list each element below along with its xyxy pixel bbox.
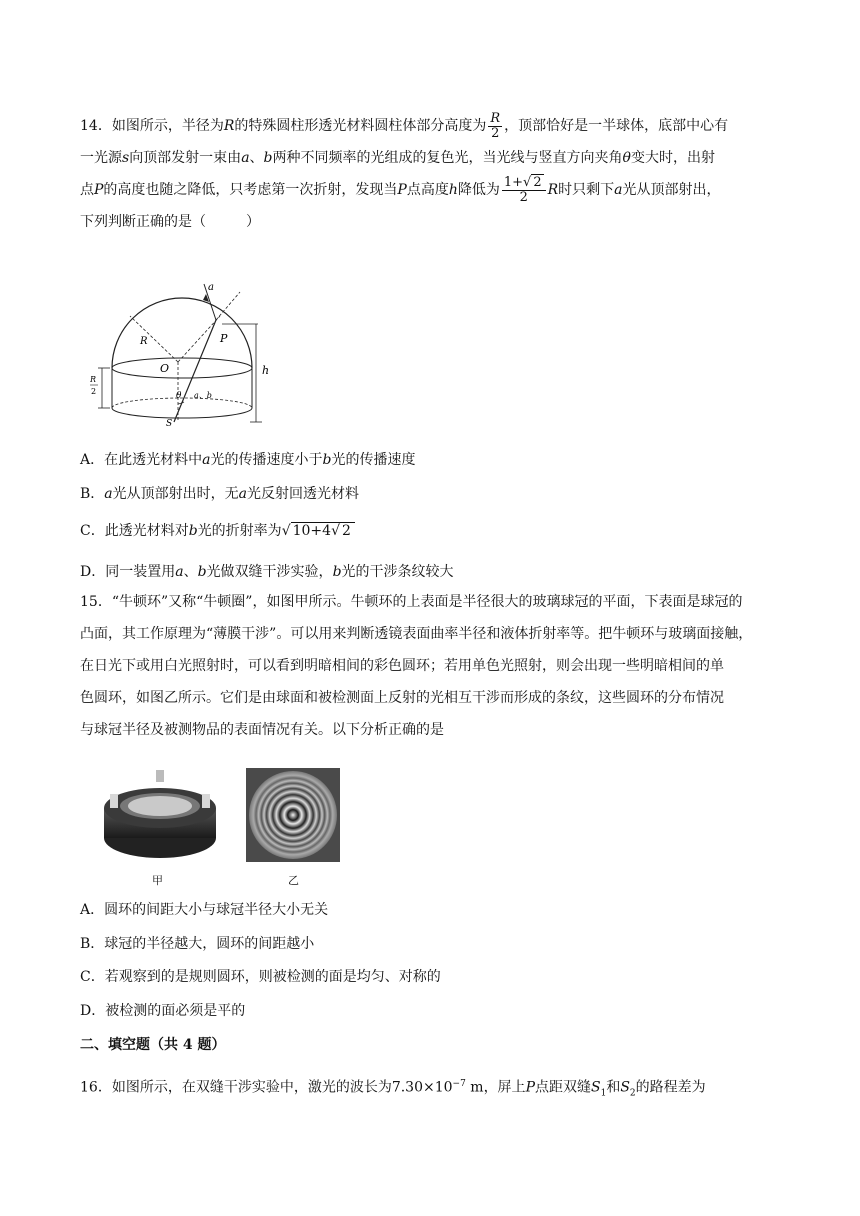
label-a: a	[208, 282, 214, 293]
label-S: S	[166, 419, 173, 429]
q14-line-1: 14．如图所示，半径为R的特殊圆柱形透光材料圆柱体部分高度为 $\frac{R}{2}$ ，顶部恰好是一半球体，底部中心有	[80, 110, 729, 141]
q15-option-d: D．被检测的面必须是平的	[80, 1003, 246, 1019]
q14-line-4: 下列判断正确的是（ ）	[80, 214, 260, 230]
newton-rings-pattern-image	[246, 768, 340, 862]
q15-line-2: 凸面，其工作原理为“薄膜干涉”。可以用来判断透镜表面曲率半径和液体折射率等。把牛顿环与玻璃面接触，	[80, 626, 753, 642]
question-16-stem: 16．如图所示，在双缝干涉实验中，激光的波长为$7.30\times 10^{-7}$ m，屏上P点距双缝$S_1$和$S_2$的路程差为	[80, 1079, 706, 1099]
q15-option-b: B．球冠的半径越大，圆环的间距越小	[80, 936, 315, 952]
label-theta: θ	[176, 391, 182, 401]
q14-option-a: A．在此透光材料中a光的传播速度小于b光的传播速度	[80, 452, 416, 468]
caption-jia: 甲	[152, 874, 163, 887]
q15-line-5: 与球冠半径及被测物品的表面情况有关。以下分析正确的是	[80, 722, 444, 738]
label-r2-num: R	[90, 375, 97, 384]
label-ab: a、b	[194, 391, 212, 400]
q14-line-3: 点P的高度也随之降低，只考虑第一次折射，发现当P点高度h降低为 $\frac{1+√ 2}{2}$ R时只剩下a光从顶部射出，	[80, 174, 721, 205]
q15-option-c: C．若观察到的是规则圆环，则被检测的面是均匀、对称的	[80, 969, 441, 985]
q14-option-c: C．此透光材料对b光的折射率为√ 10+4√ 2	[80, 521, 785, 541]
hemisphere-cylinder-figure	[90, 280, 290, 430]
question-15-stem	[80, 586, 785, 746]
label-O: O	[160, 362, 170, 375]
q14-option-b: B．a光从顶部射出时，无a光反射回透光材料	[80, 486, 360, 502]
q15-option-a: A．圆环的间距大小与球冠半径大小无关	[80, 902, 329, 918]
label-R: R	[140, 336, 148, 347]
q14-line-2: 一光源s向顶部发射一束由a、b两种不同频率的光组成的复色光，当光线与竖直方向夹角θ变大时，出射	[80, 150, 715, 166]
caption-yi: 乙	[288, 874, 299, 887]
label-r2-den: 2	[91, 387, 97, 396]
fraction-r-over-2: $\frac{R}{2}$	[490, 110, 501, 141]
q14-option-d: D．同一装置用a、b光做双缝干涉实验，b光的干涉条纹较大	[80, 564, 454, 580]
fraction-height: $\frac{1+√ 2}{2}$	[502, 176, 546, 205]
q15-line-3: 在日光下或用白光照射时，可以看到明暗相间的彩色圆环；若用单色光照射，则会出现一些明暗相间的单	[80, 658, 724, 674]
label-P: P	[220, 332, 228, 345]
newton-ring-device-image	[100, 768, 220, 860]
label-h: h	[262, 364, 270, 377]
q15-line-4: 色圆环，如图乙所示。它们是由球面和被检测面上反射的光相互干涉而形成的条纹，这些圆环的分布情况	[80, 690, 724, 706]
section-heading-fill-in: 二、填空题（共 4 题）	[80, 1037, 226, 1053]
q15-line-1: 15．“牛顿环”又称“牛顿圈”，如图甲所示。牛顿环的上表面是半径很大的玻璃球冠的平面，下表面是球冠的	[80, 594, 743, 610]
question-14-stem	[80, 110, 785, 238]
